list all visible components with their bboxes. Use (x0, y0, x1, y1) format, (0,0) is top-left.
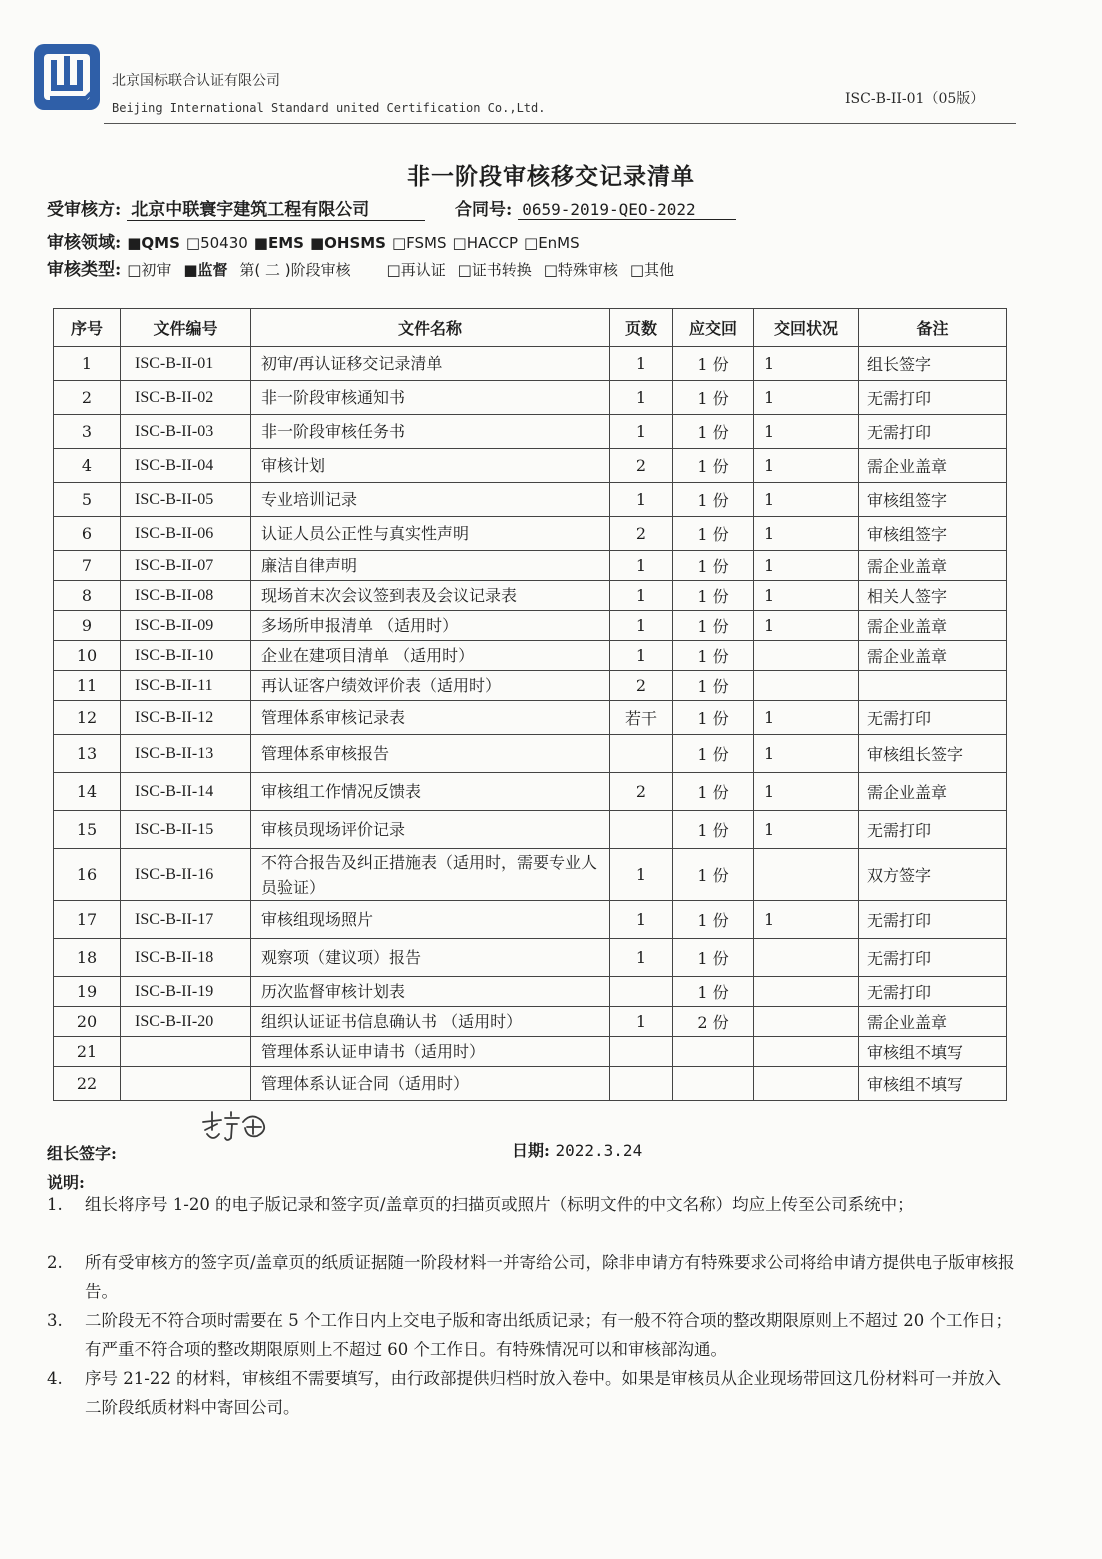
row-no: 10 (54, 641, 121, 671)
row-note: 需企业盖章 (859, 773, 1007, 811)
row-note: 无需打印 (859, 939, 1007, 977)
option-label: FSMS (406, 234, 447, 252)
table-row (54, 611, 1007, 641)
checkbox-mark: □ (391, 234, 407, 252)
date-label: 日期: (512, 1141, 550, 1160)
row-pages: 2 (610, 671, 673, 701)
leader-signature-label: 组长签字: (47, 1144, 117, 1163)
row-note: 需企业盖章 (859, 1007, 1007, 1037)
row-status (754, 849, 859, 901)
row-code: ISC-B-II-07 (121, 551, 251, 581)
row-copies: 1 份 (673, 381, 754, 415)
row-note: 需企业盖章 (859, 551, 1007, 581)
note-item (47, 1364, 1017, 1422)
row-copies: 1 份 (673, 939, 754, 977)
row-code: ISC-B-II-18 (121, 939, 251, 977)
company-name-cn: 北京国标联合认证有限公司 (112, 73, 280, 89)
row-no: 19 (54, 977, 121, 1007)
table-row (54, 1067, 1007, 1101)
row-status (754, 671, 859, 701)
row-copies: 1 份 (673, 849, 754, 901)
row-note: 无需打印 (859, 811, 1007, 849)
note-text: 所有受审核方的签字页/盖章页的纸质证据随一阶段材料一并寄给公司，除非申请方有特殊要求公司将给申请方提供电子版审核报告。 (85, 1253, 1015, 1301)
row-code: ISC-B-II-13 (121, 735, 251, 773)
header-divider (104, 123, 1016, 124)
row-pages: 2 (610, 517, 673, 551)
row-no: 2 (54, 381, 121, 415)
audit-field-option-enms (524, 234, 580, 252)
row-note: 无需打印 (859, 977, 1007, 1007)
audit-type-line (47, 255, 680, 280)
checkbox-mark: □ (185, 234, 201, 252)
row-no: 12 (54, 701, 121, 735)
type-other-checkbox: □其他 (629, 261, 675, 279)
table-row (54, 641, 1007, 671)
col-header-code: 文件编号 (121, 309, 251, 347)
row-copies: 1 份 (673, 901, 754, 939)
table-row (54, 735, 1007, 773)
row-note: 审核组不填写 (859, 1067, 1007, 1101)
row-note: 双方签字 (859, 849, 1007, 901)
note-item (47, 1190, 1017, 1219)
col-header-pages: 页数 (610, 309, 673, 347)
row-no: 3 (54, 415, 121, 449)
table-row (54, 773, 1007, 811)
type-initial-checkbox: □初审 (127, 261, 172, 279)
row-code: ISC-B-II-01 (121, 347, 251, 381)
note-number: 2. (47, 1253, 63, 1272)
row-pages: 1 (610, 347, 673, 381)
date-value: 2022.3.24 (555, 1141, 643, 1160)
transfer-record-table (53, 308, 1007, 1101)
audit-field-label: 审核领域: (47, 233, 122, 253)
row-note: 无需打印 (859, 701, 1007, 735)
row-pages: 1 (610, 581, 673, 611)
row-status (754, 1007, 859, 1037)
row-no: 11 (54, 671, 121, 701)
checkbox-mark: ■ (253, 234, 268, 252)
table-row (54, 1007, 1007, 1037)
row-code: ISC-B-II-03 (121, 415, 251, 449)
row-no: 5 (54, 483, 121, 517)
col-header-note: 备注 (859, 309, 1007, 347)
option-label: EMS (267, 234, 304, 252)
row-pages (610, 1067, 673, 1101)
row-name: 审核组工作情况反馈表 (251, 773, 610, 811)
row-copies (673, 1037, 754, 1067)
row-pages: 1 (610, 1007, 673, 1037)
col-header-status: 交回状况 (754, 309, 859, 347)
row-no: 20 (54, 1007, 121, 1037)
option-label: 50430 (200, 234, 248, 252)
row-no: 21 (54, 1037, 121, 1067)
option-label: EnMS (538, 234, 580, 252)
row-name: 观察项（建议项）报告 (251, 939, 610, 977)
row-copies: 1 份 (673, 483, 754, 517)
row-status: 1 (754, 415, 859, 449)
type-stage: 第( 二 )阶段审核 (239, 261, 351, 279)
audit-field-option-haccp (453, 234, 518, 252)
row-pages (610, 977, 673, 1007)
row-name: 管理体系认证申请书（适用时） (251, 1037, 610, 1067)
row-status (754, 1037, 859, 1067)
row-code: ISC-B-II-20 (121, 1007, 251, 1037)
row-code: ISC-B-II-09 (121, 611, 251, 641)
row-status: 1 (754, 483, 859, 517)
audit-field-option-ems (254, 234, 304, 252)
row-pages: 1 (610, 551, 673, 581)
row-copies: 1 份 (673, 517, 754, 551)
row-no: 6 (54, 517, 121, 551)
option-label: HACCP (466, 234, 518, 252)
row-copies: 1 份 (673, 347, 754, 381)
row-note: 审核组长签字 (859, 735, 1007, 773)
row-status: 1 (754, 551, 859, 581)
row-code (121, 1067, 251, 1101)
table-row (54, 581, 1007, 611)
option-label: QMS (141, 234, 180, 252)
row-pages: 1 (610, 483, 673, 517)
table-row (54, 939, 1007, 977)
row-pages (610, 735, 673, 773)
note-item (47, 1248, 1017, 1306)
row-code: ISC-B-II-11 (121, 671, 251, 701)
row-note: 无需打印 (859, 381, 1007, 415)
table-row (54, 901, 1007, 939)
row-status (754, 1067, 859, 1101)
auditee-label: 受审核方: (47, 200, 122, 220)
type-special-checkbox: □特殊审核 (543, 261, 618, 279)
row-code: ISC-B-II-19 (121, 977, 251, 1007)
row-pages (610, 1037, 673, 1067)
row-status: 1 (754, 701, 859, 735)
row-code: ISC-B-II-04 (121, 449, 251, 483)
notes-title: 说明: (47, 1173, 85, 1192)
row-no: 1 (54, 347, 121, 381)
col-header-no: 序号 (54, 309, 121, 347)
row-pages: 2 (610, 773, 673, 811)
table-row (54, 483, 1007, 517)
auditee-line (47, 195, 736, 221)
row-no: 16 (54, 849, 121, 901)
row-no: 15 (54, 811, 121, 849)
checkbox-mark: ■ (309, 234, 325, 252)
table-row (54, 977, 1007, 1007)
row-name: 审核计划 (251, 449, 610, 483)
note-number: 4. (47, 1369, 63, 1388)
row-status: 1 (754, 735, 859, 773)
row-copies: 1 份 (673, 773, 754, 811)
row-name: 专业培训记录 (251, 483, 610, 517)
row-status (754, 641, 859, 671)
row-copies: 1 份 (673, 671, 754, 701)
row-name: 不符合报告及纠正措施表（适用时，需要专业人员验证） (251, 849, 610, 901)
table-row (54, 517, 1007, 551)
table-row (54, 347, 1007, 381)
row-no: 17 (54, 901, 121, 939)
row-name: 现场首末次会议签到表及会议记录表 (251, 581, 610, 611)
checkbox-mark: ■ (127, 234, 142, 252)
row-code: ISC-B-II-12 (121, 701, 251, 735)
row-name: 管理体系认证合同（适用时） (251, 1067, 610, 1101)
audit-field-option-ohsms (310, 234, 386, 252)
row-note: 审核组签字 (859, 483, 1007, 517)
row-note: 审核组不填写 (859, 1037, 1007, 1067)
row-pages: 若干 (610, 701, 673, 735)
row-name: 企业在建项目清单 （适用时） (251, 641, 610, 671)
table-row (54, 849, 1007, 901)
row-status: 1 (754, 581, 859, 611)
row-code: ISC-B-II-08 (121, 581, 251, 611)
row-name: 组织认证证书信息确认书 （适用时） (251, 1007, 610, 1037)
row-note: 需企业盖章 (859, 449, 1007, 483)
row-copies: 1 份 (673, 701, 754, 735)
row-name: 管理体系审核记录表 (251, 701, 610, 735)
row-status (754, 977, 859, 1007)
note-text: 序号 21-22 的材料，审核组不需要填写，由行政部提供归档时放入卷中。如果是审核员从企业现场带回这几份材料可一并放入二阶段纸质材料中寄回公司。 (85, 1369, 1002, 1417)
handwritten-signature (195, 1108, 305, 1148)
audit-field-line (47, 228, 586, 253)
row-name: 再认证客户绩效评价表（适用时） (251, 671, 610, 701)
date-line (512, 1138, 642, 1161)
col-header-copies: 应交回 (673, 309, 754, 347)
note-number: 3. (47, 1311, 63, 1330)
form-code: ISC-B-II-01（05版） (845, 91, 985, 107)
table-row (54, 381, 1007, 415)
row-name: 廉洁自律声明 (251, 551, 610, 581)
row-name: 多场所申报清单 （适用时） (251, 611, 610, 641)
row-note: 无需打印 (859, 901, 1007, 939)
row-copies: 2 份 (673, 1007, 754, 1037)
row-code: ISC-B-II-05 (121, 483, 251, 517)
row-note: 无需打印 (859, 415, 1007, 449)
row-note (859, 671, 1007, 701)
table-row (54, 415, 1007, 449)
row-pages (610, 811, 673, 849)
row-copies (673, 1067, 754, 1101)
row-status: 1 (754, 611, 859, 641)
row-note: 相关人签字 (859, 581, 1007, 611)
row-pages: 1 (610, 901, 673, 939)
row-no: 7 (54, 551, 121, 581)
row-no: 18 (54, 939, 121, 977)
row-copies: 1 份 (673, 449, 754, 483)
row-status (754, 939, 859, 977)
row-status: 1 (754, 901, 859, 939)
row-code: ISC-B-II-02 (121, 381, 251, 415)
row-code: ISC-B-II-15 (121, 811, 251, 849)
row-pages: 1 (610, 939, 673, 977)
row-status: 1 (754, 773, 859, 811)
row-copies: 1 份 (673, 581, 754, 611)
row-status: 1 (754, 811, 859, 849)
row-pages: 1 (610, 381, 673, 415)
type-recert-checkbox: □再认证 (386, 261, 446, 279)
row-name: 审核员现场评价记录 (251, 811, 610, 849)
note-number: 1. (47, 1195, 63, 1214)
company-name-en: Beijing International Standard united Certification Co.,Ltd. (112, 101, 546, 115)
row-pages: 1 (610, 611, 673, 641)
document-title: 非一阶段审核移交记录清单 (407, 163, 695, 190)
row-code: ISC-B-II-17 (121, 901, 251, 939)
row-name: 历次监督审核计划表 (251, 977, 610, 1007)
note-text: 组长将序号 1-20 的电子版记录和签字页/盖章页的扫描页或照片（标明文件的中文名称）均应上传至公司系统中； (85, 1195, 914, 1214)
row-pages: 1 (610, 641, 673, 671)
row-status: 1 (754, 381, 859, 415)
audit-field-option-50430 (186, 234, 248, 252)
row-no: 8 (54, 581, 121, 611)
audit-type-label: 审核类型: (47, 260, 122, 280)
row-copies: 1 份 (673, 977, 754, 1007)
note-item (47, 1306, 1017, 1364)
table-header-row (54, 309, 1007, 347)
row-code: ISC-B-II-14 (121, 773, 251, 811)
row-no: 22 (54, 1067, 121, 1101)
row-status: 1 (754, 517, 859, 551)
row-code: ISC-B-II-16 (121, 849, 251, 901)
row-note: 需企业盖章 (859, 611, 1007, 641)
row-pages: 1 (610, 415, 673, 449)
row-name: 认证人员公正性与真实性声明 (251, 517, 610, 551)
row-pages: 2 (610, 449, 673, 483)
row-name: 审核组现场照片 (251, 901, 610, 939)
contract-number: 0659-2019-QEO-2022 (518, 200, 736, 220)
isc-logo-icon (32, 42, 102, 112)
row-no: 9 (54, 611, 121, 641)
row-name: 初审/再认证移交记录清单 (251, 347, 610, 381)
col-header-name: 文件名称 (251, 309, 610, 347)
row-no: 13 (54, 735, 121, 773)
table-row (54, 701, 1007, 735)
row-pages: 1 (610, 849, 673, 901)
table-row (54, 551, 1007, 581)
table-row (54, 811, 1007, 849)
audit-field-option-qms (127, 234, 180, 252)
row-copies: 1 份 (673, 641, 754, 671)
auditee-name: 北京中联寰宇建筑工程有限公司 (127, 195, 425, 221)
note-text: 二阶段无不符合项时需要在 5 个工作日内上交电子版和寄出纸质记录；有一般不符合项的整改期限原则上不超过 20 个工作日；有严重不符合项的整改期限原则上不超过 60 个工作日。有特殊情况可以和审核部沟通。 (85, 1311, 1012, 1359)
row-name: 管理体系审核报告 (251, 735, 610, 773)
table-row (54, 671, 1007, 701)
checkbox-mark: □ (452, 234, 467, 252)
row-note: 审核组签字 (859, 517, 1007, 551)
row-note: 组长签字 (859, 347, 1007, 381)
table-row (54, 1037, 1007, 1067)
row-copies: 1 份 (673, 735, 754, 773)
table-row (54, 449, 1007, 483)
contract-label: 合同号: (455, 200, 513, 220)
row-copies: 1 份 (673, 551, 754, 581)
row-code (121, 1037, 251, 1067)
option-label: OHSMS (324, 234, 386, 252)
row-no: 4 (54, 449, 121, 483)
row-status: 1 (754, 449, 859, 483)
type-surveillance-checkbox: ■监督 (183, 261, 228, 279)
row-copies: 1 份 (673, 415, 754, 449)
type-transfer-checkbox: □证书转换 (457, 261, 532, 279)
row-status: 1 (754, 347, 859, 381)
row-code: ISC-B-II-10 (121, 641, 251, 671)
row-no: 14 (54, 773, 121, 811)
row-copies: 1 份 (673, 811, 754, 849)
row-note: 需企业盖章 (859, 641, 1007, 671)
audit-field-option-fsms (392, 234, 447, 252)
row-name: 非一阶段审核任务书 (251, 415, 610, 449)
row-copies: 1 份 (673, 611, 754, 641)
row-code: ISC-B-II-06 (121, 517, 251, 551)
checkbox-mark: □ (524, 234, 539, 252)
row-name: 非一阶段审核通知书 (251, 381, 610, 415)
